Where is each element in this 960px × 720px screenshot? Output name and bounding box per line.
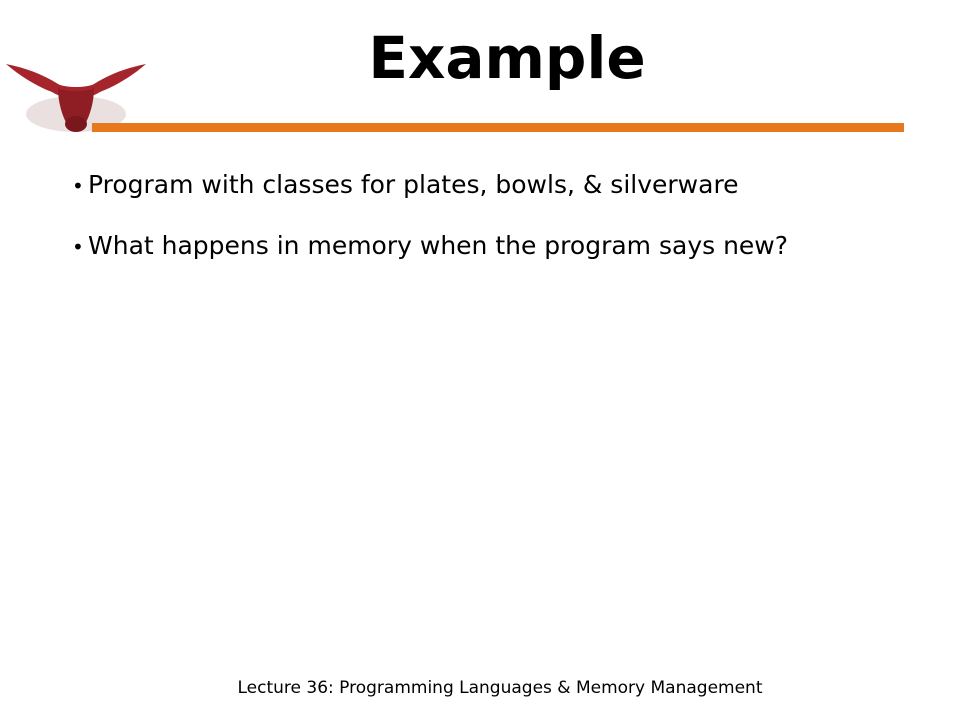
bullet-item bbox=[72, 227, 788, 266]
bullet-text: Program with classes for plates, bowls, & silverware bbox=[88, 170, 739, 199]
bullet-dot-icon: • bbox=[72, 235, 84, 259]
bullet-item bbox=[72, 166, 788, 205]
bullet-text: What happens in memory when the program says new? bbox=[88, 231, 789, 260]
title-underline bbox=[92, 123, 904, 132]
bullet-list bbox=[72, 166, 788, 288]
slide-title: Example bbox=[368, 24, 646, 92]
bullet-dot-icon: • bbox=[72, 174, 84, 198]
slide-footer: Lecture 36: Programming Languages & Memory Management bbox=[237, 678, 763, 698]
